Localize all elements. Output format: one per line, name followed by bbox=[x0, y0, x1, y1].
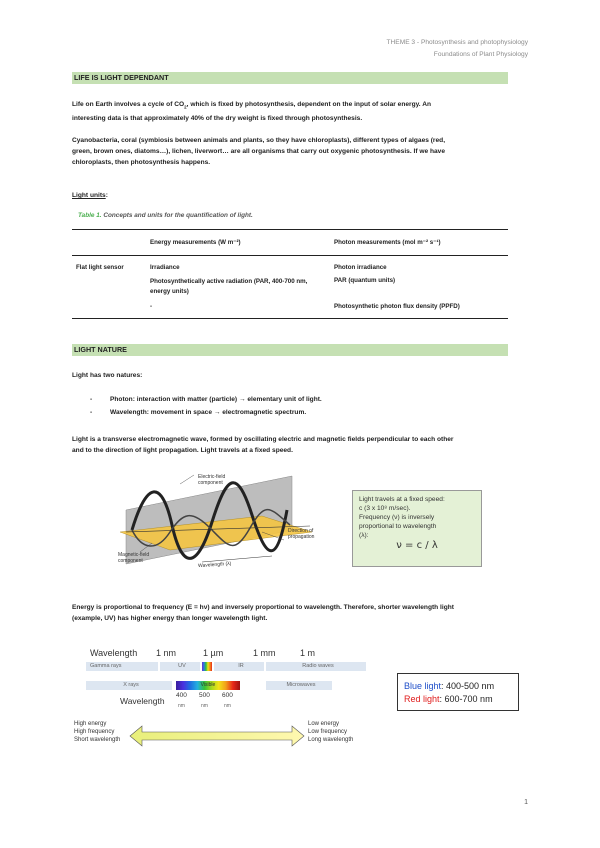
energy-double-arrow bbox=[128, 724, 306, 748]
p4-line-1: Energy is proportional to frequency (E = hν) and inversely proportional to wavelength. Therefore, shorter wavelength light bbox=[72, 604, 454, 611]
visible-unit: nm bbox=[201, 703, 208, 709]
visible-tick: 500 bbox=[199, 692, 210, 699]
wavelength-label: Wavelength (λ) bbox=[197, 560, 232, 570]
band-radio: Radio waves bbox=[266, 662, 366, 671]
box-line-1: Light travels at a fixed speed: bbox=[359, 496, 445, 503]
spectrum-wavelength-title: Wavelength bbox=[90, 648, 138, 658]
frequency-formula: ν = c / λ bbox=[396, 540, 438, 551]
p3-line-2: and to the direction of light propagation. Light travels at a fixed speed. bbox=[72, 447, 293, 455]
table-cell: Photosynthetic photon flux density (PPFD) bbox=[330, 297, 508, 319]
direction-label bbox=[288, 528, 314, 540]
direction-label-2: propagation bbox=[288, 534, 315, 540]
light-units-colon: : bbox=[105, 192, 108, 199]
p1-part-a: Life on Earth involves a cycle of CO bbox=[72, 101, 185, 108]
paragraph-energy bbox=[72, 602, 532, 624]
p2-line-1: Cyanobacteria, coral (symbiosis between animals and plants, so they have chloroplasts), different types of algaes (red, bbox=[72, 137, 446, 144]
table-caption-label: Table 1. bbox=[78, 212, 102, 219]
table-header-cell: Photon measurements (mol m⁻² s⁻¹) bbox=[330, 230, 508, 256]
band-gamma: Gamma rays bbox=[86, 662, 158, 671]
table-row bbox=[72, 271, 508, 297]
right-line-1: Low energy bbox=[308, 721, 340, 727]
table-cell: Flat light sensor bbox=[76, 264, 124, 271]
bullet-photon: - Photon: interaction with matter (particle) → elementary unit of light. bbox=[90, 396, 322, 403]
table-cell: PAR (quantum units) bbox=[334, 277, 396, 284]
header-theme: THEME 3 - Photosynthesis and photophysiology bbox=[386, 39, 528, 46]
box-line-3: Frequency (ν) is inversely bbox=[359, 514, 435, 521]
visible-unit: nm bbox=[178, 703, 185, 709]
table-cell: Photon irradiance bbox=[334, 264, 387, 271]
electric-field-label bbox=[198, 474, 225, 486]
light-speed-box bbox=[352, 490, 482, 567]
magnetic-label-2: component bbox=[118, 558, 143, 564]
table-header-cell bbox=[72, 230, 146, 256]
p1-part-b: , which is fixed by photosynthesis, dependent on the input of solar energy. An bbox=[186, 101, 432, 108]
left-line-3: Short wavelength bbox=[74, 737, 121, 743]
red-light-range: : 600-700 nm bbox=[439, 694, 493, 704]
right-line-2: Low frequency bbox=[308, 729, 348, 735]
table-row bbox=[72, 256, 508, 272]
p2-line-2: green, brown ones, diatoms…), lichen, liverwort… are all organisms that carry out oxygenic photosynthesis. If we have bbox=[72, 148, 446, 156]
paragraph-organisms bbox=[72, 135, 532, 169]
table-row bbox=[72, 297, 508, 319]
direction-label-1: Direction of bbox=[288, 528, 314, 534]
table-cell: Photosynthetically active radiation (PAR, 400-700 nm, energy units) bbox=[150, 278, 308, 295]
co2-subscript: 2 bbox=[184, 104, 187, 110]
paragraph-transverse-wave bbox=[72, 434, 532, 456]
table-cell bbox=[72, 271, 146, 297]
band-uv: UV bbox=[160, 662, 200, 671]
table-caption bbox=[78, 212, 253, 219]
scale-label: 1 mm bbox=[253, 648, 276, 658]
electric-label-2: component bbox=[198, 480, 223, 486]
visible-strip bbox=[202, 662, 212, 671]
p3-line-1: Light is a transverse electromagnetic wave, formed by oscillating electric and magnetic fields perpendicular to each other bbox=[72, 436, 454, 443]
visible-tick: 400 bbox=[176, 692, 187, 699]
table-header-cell: Energy measurements (W m⁻²) bbox=[146, 230, 330, 256]
section-title-life: LIFE IS LIGHT DEPENDANT bbox=[72, 72, 508, 84]
paragraph-cycle bbox=[72, 99, 532, 124]
page-number: 1 bbox=[524, 799, 528, 806]
red-light-label: Red light bbox=[404, 694, 440, 704]
light-units-link: Light units bbox=[72, 192, 106, 199]
bullet-wavelength-text: Wavelength: movement in space → electromagnetic spectrum. bbox=[110, 409, 307, 416]
units-table bbox=[72, 229, 508, 319]
scale-label: 1 µm bbox=[203, 648, 224, 658]
band-visible: Visible bbox=[176, 681, 240, 690]
p1-part-c: interesting data is that approximately 40% of the dry weight is fixed through photosynthesis. bbox=[72, 114, 363, 122]
band-xrays: X rays bbox=[86, 681, 172, 690]
right-line-3: Long wavelength bbox=[308, 737, 354, 743]
left-line-2: High frequency bbox=[74, 729, 115, 735]
visible-wavelength-label: Wavelength bbox=[120, 696, 165, 706]
band-microwaves: Microwaves bbox=[266, 681, 332, 690]
visible-unit: nm bbox=[224, 703, 231, 709]
table-caption-text: Concepts and units for the quantification of light. bbox=[103, 212, 253, 219]
table-cell bbox=[72, 297, 146, 319]
light-ranges-box bbox=[397, 673, 519, 711]
electric-label-1: Electric-field bbox=[198, 474, 226, 480]
band-ir: IR bbox=[214, 662, 264, 671]
high-energy-labels bbox=[74, 720, 120, 744]
box-line-5: (λ): bbox=[359, 532, 369, 539]
table-header-row bbox=[72, 230, 508, 256]
blue-light-label: Blue light bbox=[404, 681, 442, 691]
p4-line-2: (example, UV) has higher energy than longer wavelength light. bbox=[72, 615, 268, 623]
bullet-wavelength: - Wavelength: movement in space → electromagnetic spectrum. bbox=[90, 409, 307, 416]
blue-light-range: : 400-500 nm bbox=[441, 681, 495, 691]
light-units-heading bbox=[72, 190, 532, 201]
p2-line-3: chloroplasts, then photosynthesis happens. bbox=[72, 159, 211, 167]
section-title-light-nature: LIGHT NATURE bbox=[72, 344, 508, 356]
paragraph-two-natures: Light has two natures: bbox=[72, 372, 143, 379]
magnetic-field-label bbox=[118, 552, 149, 564]
left-line-1: High energy bbox=[74, 721, 107, 727]
box-line-4: proportional to wavelength bbox=[359, 523, 437, 530]
scale-label: 1 nm bbox=[156, 648, 177, 658]
magnetic-label-1: Magnetic-field bbox=[118, 552, 150, 558]
header-course: Foundations of Plant Physiology bbox=[433, 51, 528, 58]
visible-tick: 600 bbox=[222, 692, 233, 699]
table-cell: - bbox=[146, 297, 330, 319]
low-energy-labels bbox=[308, 720, 353, 744]
table-cell: Irradiance bbox=[150, 264, 180, 271]
box-line-2: c (3 x 10⁸ m/sec). bbox=[359, 505, 411, 512]
bullet-photon-text: Photon: interaction with matter (particle) → elementary unit of light. bbox=[110, 396, 322, 403]
scale-label: 1 m bbox=[300, 648, 316, 658]
